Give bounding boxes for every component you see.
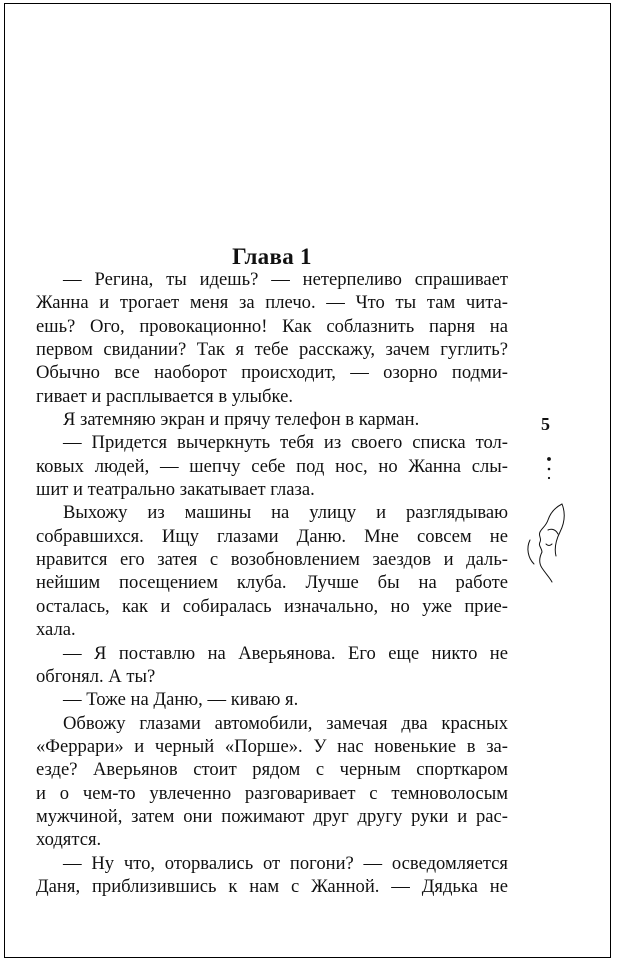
- paragraph: [36, 642, 508, 689]
- text-line: — Ну что, оторвались от погони? — осведомляется: [63, 852, 508, 874]
- text-line: нейшим посещением клуба. Лучше бы на работе: [36, 572, 508, 594]
- text-line: обгонял. А ты?: [36, 665, 156, 687]
- text-line: ходятся.: [36, 829, 102, 851]
- text-line: Даня, приблизившись к нам с Жанной. — Дядька не: [36, 875, 508, 897]
- vertical-dots-icon: [546, 455, 552, 485]
- text-line: езде? Аверьянов стоит рядом с черным спорткаром: [36, 759, 508, 781]
- text-line: «Феррари» и черный «Порше». У нас новенькие в за-: [36, 735, 508, 757]
- text-line: хала.: [36, 619, 76, 641]
- text-line: ешь? Ого, провокационно! Как соблазнить парня на: [36, 315, 508, 337]
- text-line: первом свидании? Так я тебе расскажу, зачем гуглить?: [36, 339, 508, 361]
- text-line: — Регина, ты идешь? — нетерпеливо спрашивает: [63, 269, 508, 290]
- paragraph: [36, 431, 508, 501]
- text-line: Жанна и трогает меня за плечо. — Что ты там чита-: [36, 292, 508, 314]
- chapter-title: Глава 1: [232, 244, 312, 270]
- paragraph: [36, 268, 508, 408]
- text-line: осталась, как и собиралась изначально, но уже прие-: [36, 595, 508, 617]
- text-line: гивает и расплывается в улыбке.: [36, 385, 293, 407]
- paragraph: [36, 712, 508, 852]
- line-art-face-icon: [520, 500, 572, 584]
- text-line: собравшихся. Ищу глазами Даню. Мне совсем не: [36, 525, 508, 547]
- paragraph: [36, 852, 508, 899]
- text-line: нравится его затея с возобновлением заездов и даль-: [36, 549, 508, 571]
- paragraph: [36, 501, 508, 641]
- text-line: шит и театрально закатывает глаза.: [36, 479, 315, 501]
- text-line: Обычно все наоборот происходит, — озорно подми-: [36, 362, 508, 384]
- text-line: — Придется вычеркнуть тебя из своего списка тол-: [63, 432, 508, 454]
- text-line: — Тоже на Даню, — киваю я.: [63, 689, 299, 711]
- text-line: и о чем-то увлеченно разговаривает с темноволосым: [36, 782, 508, 804]
- text-line: Обвожу глазами автомобили, замечая два красных: [63, 712, 508, 734]
- text-line: — Я поставлю на Аверьянова. Его еще никто не: [63, 642, 508, 664]
- paragraph: [36, 688, 508, 711]
- paragraph: [36, 408, 508, 431]
- body-text: [36, 268, 508, 898]
- text-line: мужчиной, затем они пожимают друг другу руки и рас-: [36, 805, 508, 827]
- text-line: ковых людей, — шепчу себе под нос, но Жанна слы-: [36, 455, 508, 477]
- text-line: Я затемняю экран и прячу телефон в карман.: [63, 409, 420, 431]
- text-line: Выхожу из машины на улицу и разглядываю: [63, 502, 508, 524]
- page-number: 5: [541, 414, 550, 434]
